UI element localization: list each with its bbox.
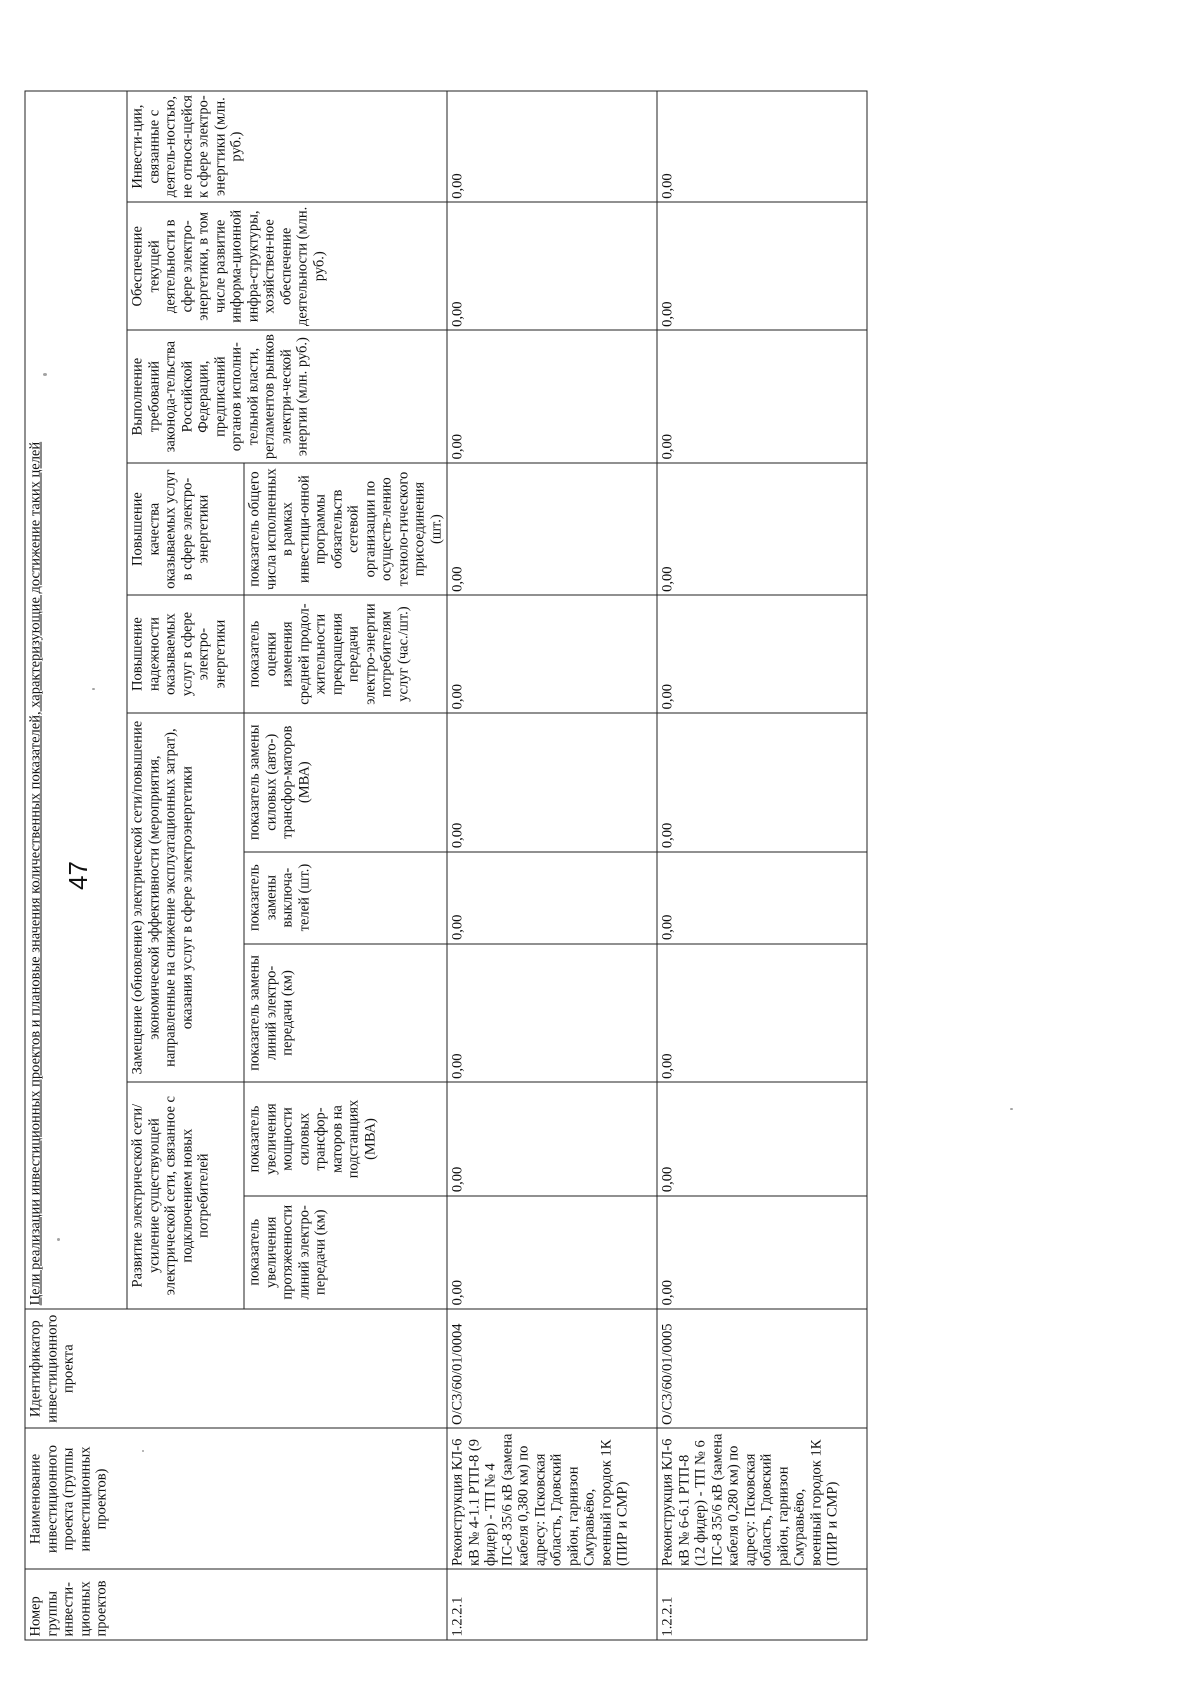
header-project-name: Наименование инвестиционного проекта (группы инвестиционных проектов) [25,1429,447,1570]
table-row [657,91,867,1640]
scan-speck [57,1238,60,1241]
table-row [447,91,657,1640]
cell-value: 0,00 [657,595,867,713]
cell-value: 0,00 [657,1082,867,1195]
scan-speck [142,1450,144,1452]
cell-value: 0,00 [447,91,657,202]
page-number: 47 [62,861,93,890]
cell-value: 0,00 [657,852,867,944]
header-rep-transformers: показатель замены силовых (авто-) трансфор-маторов (МВА) [244,713,447,852]
header-legal-requirements: Выполнение требований законода-тельства Российской Федерации, предписаний органов исполни-тельной власти, регламентов рынков электри-ческой энергии (млн. руб.) [127,330,447,462]
cell-project-name: Реконструкция КЛ-6 кВ № 6-6.1 РТП-8 (12 фидер) - ТП № 6 ПС-8 35/6 кВ (замена кабеля 0,280 км) по адресу: Псковская область, Гдовский район, гарнизон Смуравьёво, военный городок 1К (ПИР и СМР) [657,1429,867,1570]
header-quality-indicator: показатель общего числа исполненных в рамках инвестици-онной программы обязательств сетевой организации по осуществ-лению техноло-гического присоединения (шт.) [244,463,447,595]
header-rep-switches: показатель замены выключа-телей (шт.) [244,852,447,944]
rotated-table-sheet [25,91,1050,1641]
header-reliability-indicator: показатель оценки изменения средней продол-жительности прекращения передачи электро-энергии потребителям услуг (час./шт.) [244,595,447,713]
cell-value: 0,00 [447,202,657,330]
cell-value: 0,00 [657,91,867,202]
cell-value: 0,00 [447,330,657,462]
cell-value: 0,00 [447,852,657,944]
cell-value: 0,00 [447,1082,657,1195]
cell-value: 0,00 [657,202,867,330]
header-replacement: Замещение (обновление) электрической сети/повышение экономической эффективности (мероприятия, направленные на снижение эксплуатационных затрат), оказания услуг в сфере электроэнергетики [127,713,244,1083]
header-goals-title: Цели реализации инвестиционных проектов и плановые значения количественных показателей, характеризующие достижение таких целей [25,91,127,1309]
cell-value: 0,00 [657,944,867,1083]
cell-value: 0,00 [657,1196,867,1309]
cell-value: 0,00 [657,713,867,852]
cell-project-id: O/C3/60/01/0005 [657,1309,867,1429]
cell-group-number: 1.2.2.1 [447,1570,657,1641]
cell-value: 0,00 [447,1196,657,1309]
cell-value: 0,00 [657,330,867,462]
header-quality: Повышение качества оказываемых услуг в сфере электро-энергетики [127,463,244,595]
cell-value: 0,00 [447,595,657,713]
scan-speck [43,373,47,376]
header-dev-lines: показатель увеличения протяженности линий электро-передачи (км) [244,1196,447,1309]
cell-group-number: 1.2.2.1 [657,1570,867,1641]
scan-speck [92,688,95,690]
header-development: Развитие электрической сети/усиление существующей электрической сети, связанное с подключением новых потребителей [127,1082,244,1308]
header-group-number: Номер группы инвести-ционных проектов [25,1570,447,1641]
cell-project-name: Реконструкция КЛ-6 кВ № 4-1.1 РТП-8 (9 фидер) - ТП № 4 ПС-8 35/6 кВ (замена кабеля 0,380 км) по адресу: Псковская область, Гдовский район, гарнизон Смуравьёво, военный городок 1К (ПИР и СМР) [447,1429,657,1570]
cell-value: 0,00 [447,713,657,852]
header-rep-lines: показатель замены линий электро-передачи (км) [244,944,447,1083]
cell-project-id: O/C3/60/01/0004 [447,1309,657,1429]
header-reliability: Повышение надежности оказываемых услуг в сфере электро-энергетики [127,595,244,713]
scan-speck [1010,1108,1013,1110]
header-non-energy-investments: Инвести-ции, связанные с деятель-ностью, не относя-щейся к сфере электро-энергтики (млн. руб.) [127,91,447,202]
cell-value: 0,00 [447,944,657,1083]
header-project-id: Идентификатор инвестиционного проекта [25,1309,447,1429]
investment-goals-table [25,91,868,1641]
header-current-operations: Обеспечение текущей деятельности в сфере электро-энергетики, в том числе развитие информа-ционной инфра-структуры, хозяйствен-ное обеспечение деятельности (млн. руб.) [127,202,447,330]
header-dev-power: показатель увеличения мощности силовых трансфор-маторов на подстанциях (МВА) [244,1082,447,1195]
cell-value: 0,00 [447,463,657,595]
cell-value: 0,00 [657,463,867,595]
